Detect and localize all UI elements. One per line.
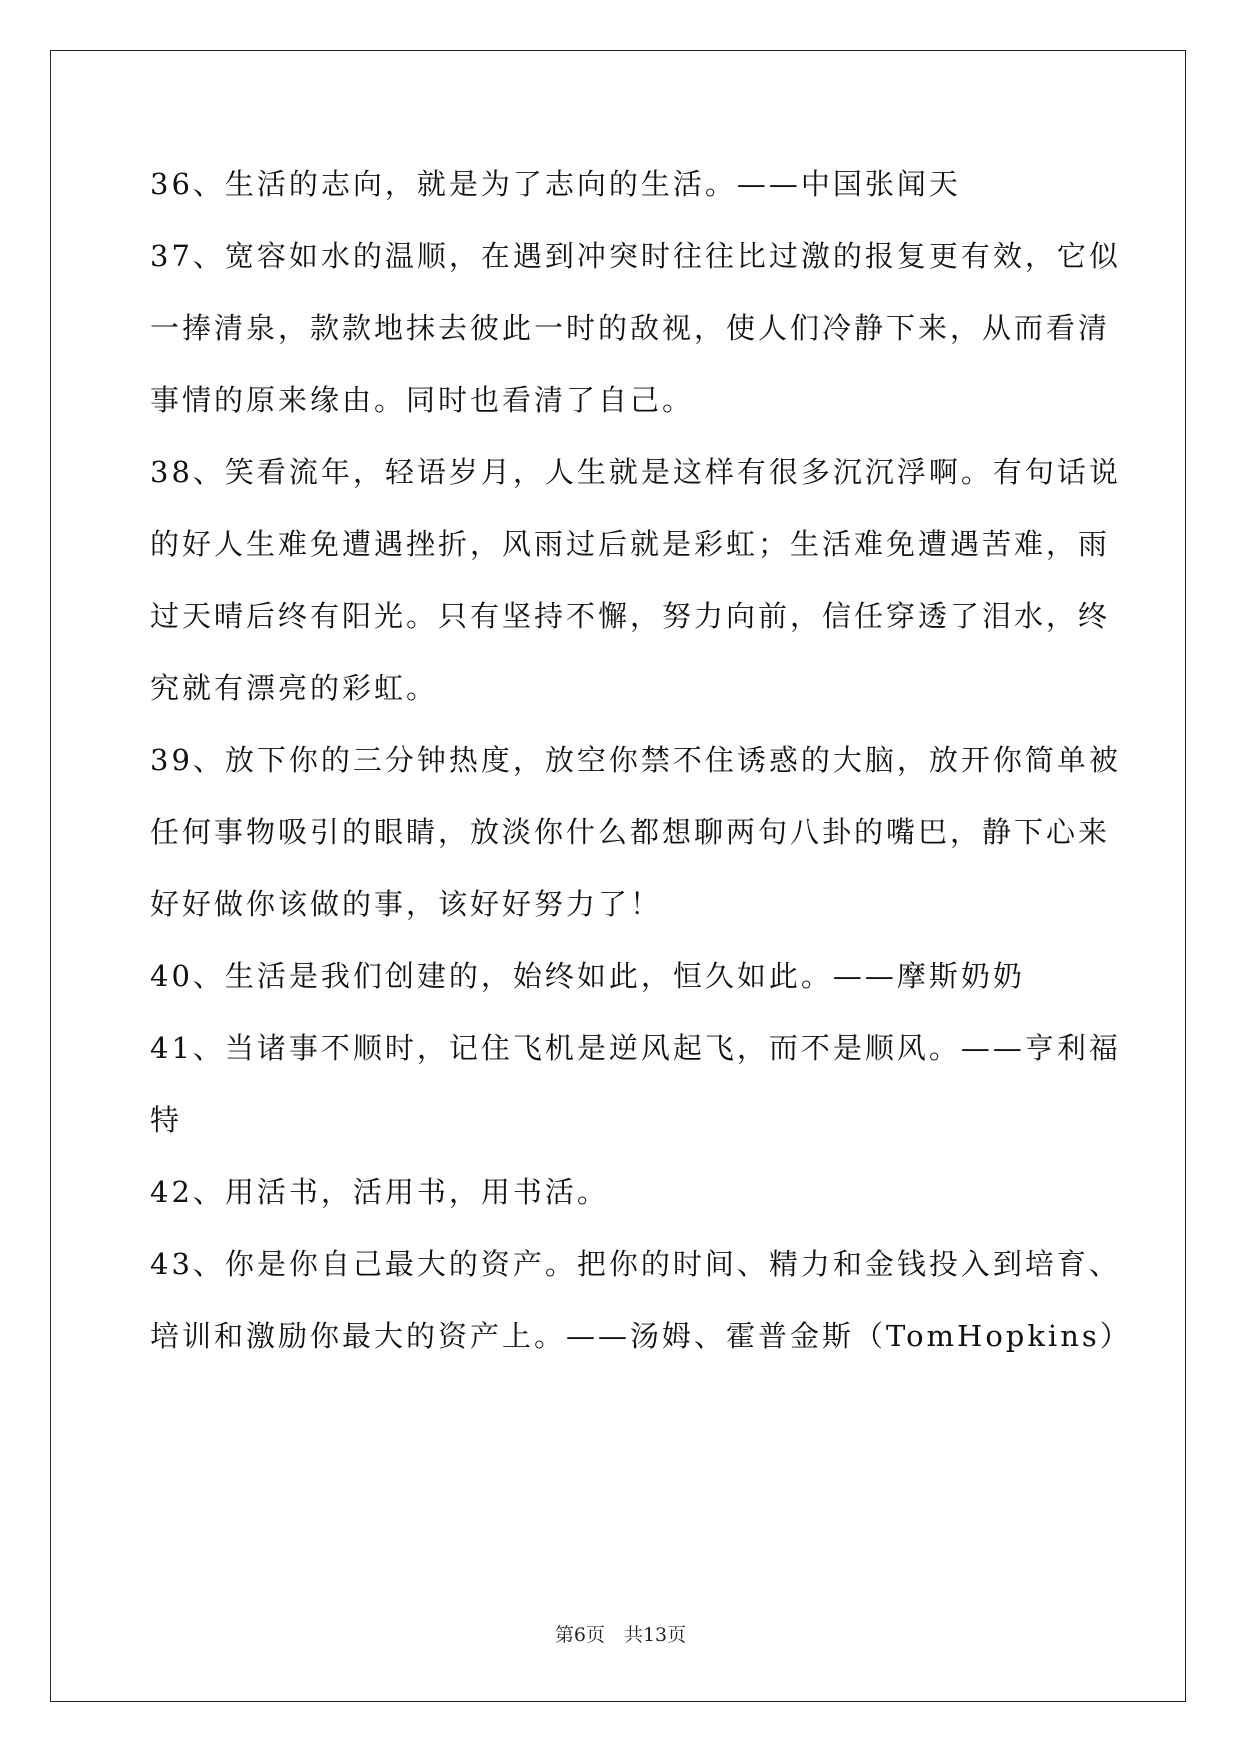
paragraph-39-line-1: 39、放下你的三分钟热度，放空你禁不住诱惑的大脑，放开你简单被: [150, 743, 1121, 777]
page-border: [50, 50, 1186, 1702]
paragraph-40-line-1: 40、生活是我们创建的，始终如此，恒久如此。——摩斯奶奶: [150, 959, 1025, 993]
paragraph-41-line-2: 特: [150, 1103, 183, 1137]
paragraph-39-line-3: 好好做你该做的事，该好好努力了！: [150, 887, 663, 921]
paragraph-38-line-3: 过天晴后终有阳光。只有坚持不懈，努力向前，信任穿透了泪水，终: [150, 599, 1111, 633]
paragraph-38-line-4: 究就有漂亮的彩虹。: [150, 671, 439, 705]
paragraph-43-line-2: 培训和激励你最大的资产上。——汤姆、霍普金斯（TomHopkins）: [150, 1319, 1132, 1353]
paragraph-41-line-1: 41、当诸事不顺时，记住飞机是逆风起飞，而不是顺风。——亨利福: [150, 1031, 1121, 1065]
paragraph-37-line-2: 一捧清泉，款款地抹去彼此一时的敌视，使人们冷静下来，从而看清: [150, 311, 1111, 345]
paragraph-37-line-1: 37、宽容如水的温顺，在遇到冲突时往往比过激的报复更有效，它似: [150, 239, 1121, 273]
paragraph-38-line-2: 的好人生难免遭遇挫折，风雨过后就是彩虹；生活难免遭遇苦难，雨: [150, 527, 1111, 561]
page-footer: 第6页 共13页: [554, 1624, 687, 1646]
paragraph-38-line-1: 38、笑看流年，轻语岁月，人生就是这样有很多沉沉浮啊。有句话说: [150, 455, 1121, 489]
paragraph-42-line-1: 42、用活书，活用书，用书活。: [150, 1175, 609, 1209]
paragraph-37-line-3: 事情的原来缘由。同时也看清了自己。: [150, 383, 695, 417]
paragraph-43-line-1: 43、你是你自己最大的资产。把你的时间、精力和金钱投入到培育、: [150, 1247, 1121, 1281]
paragraph-36-line-1: 36、生活的志向，就是为了志向的生活。——中国张闻天: [150, 167, 961, 201]
paragraph-39-line-2: 任何事物吸引的眼睛，放淡你什么都想聊两句八卦的嘴巴，静下心来: [150, 815, 1111, 849]
